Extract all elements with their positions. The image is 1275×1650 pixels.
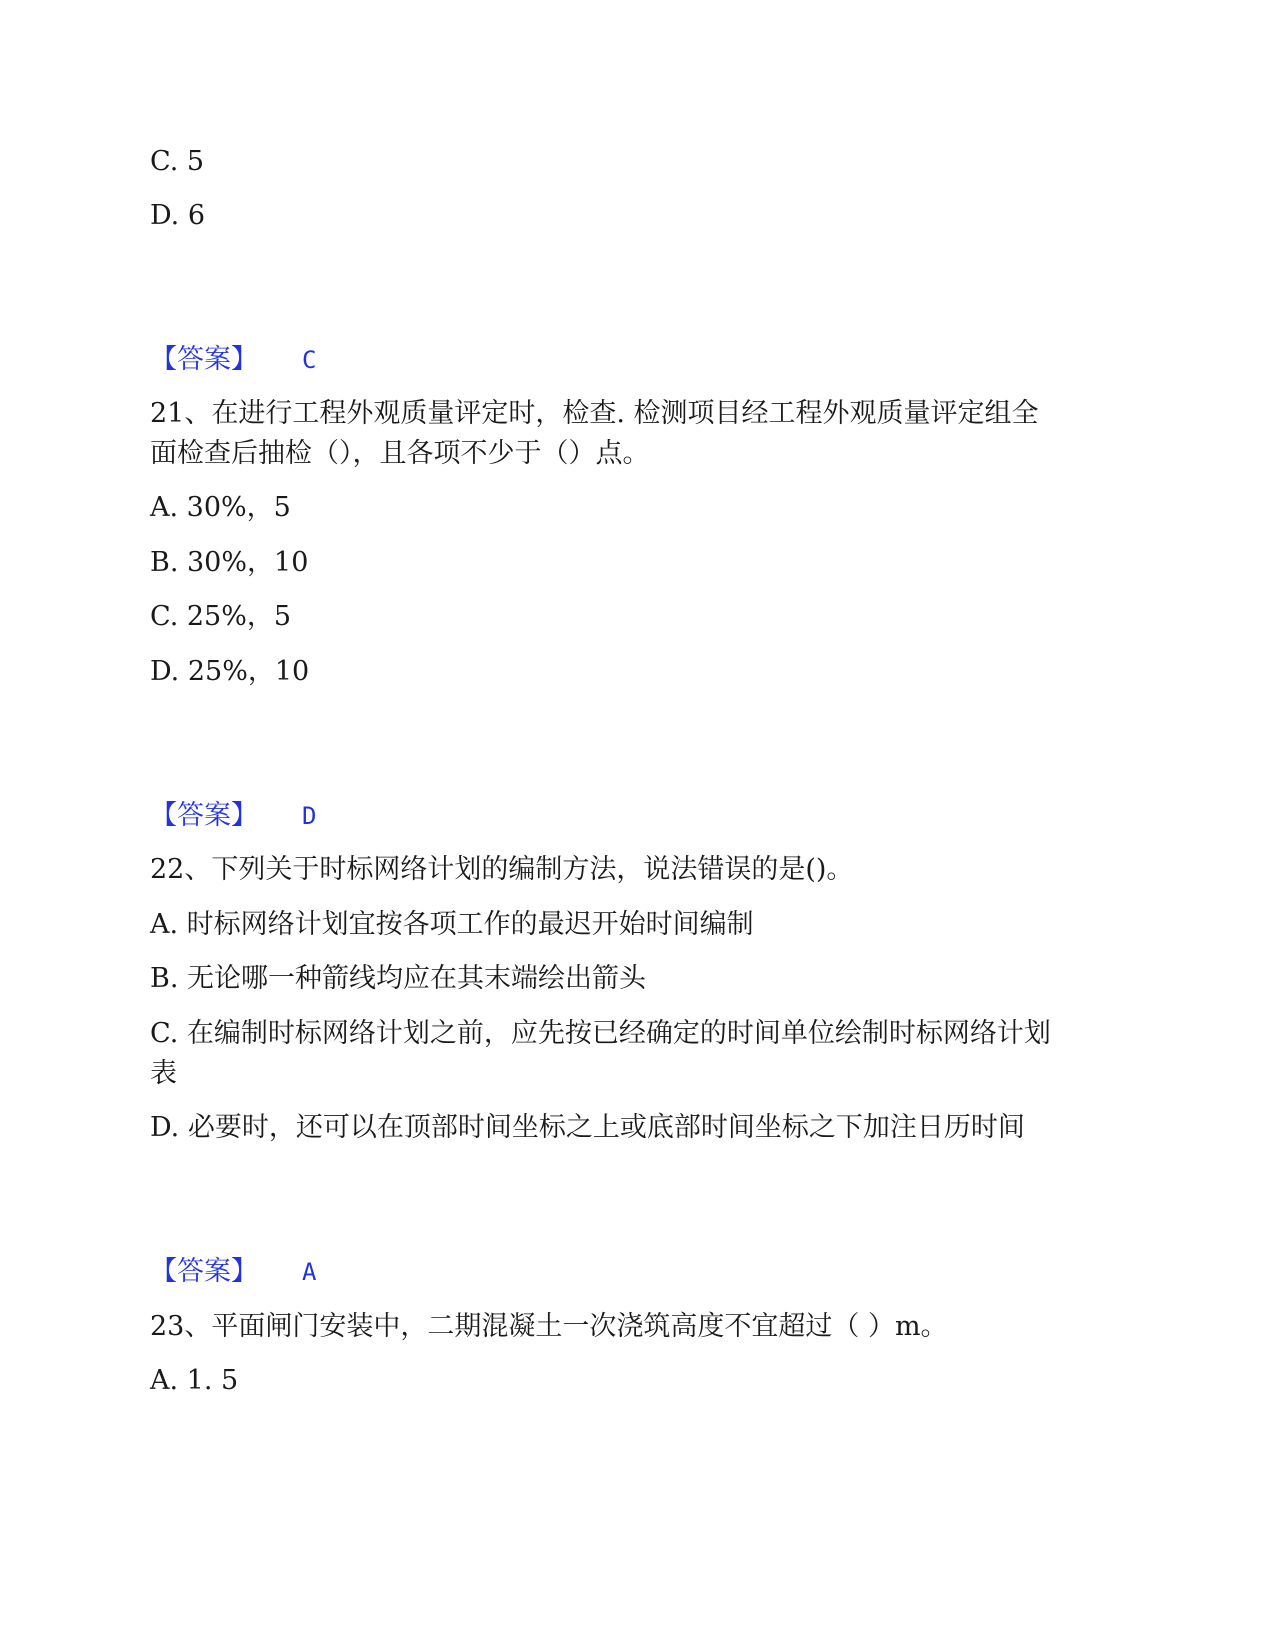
q21-stem-line2: 面检查后抽检（），且各项不少于（）点。 bbox=[150, 438, 650, 469]
q22-option-c-line2: 表 bbox=[150, 1058, 177, 1089]
q21-stem-line1: 21、在进行工程外观质量评定时，检查. 检测项目经工程外观质量评定组全 bbox=[150, 398, 1039, 429]
q21-answer bbox=[150, 799, 316, 833]
answer-label: 【答案】 bbox=[150, 344, 258, 375]
q21-option-a: A. 30%，5 bbox=[150, 492, 291, 523]
q20-answer bbox=[150, 343, 316, 377]
q21-option-b: B. 30%，10 bbox=[150, 547, 309, 578]
answer-label: 【答案】 bbox=[150, 800, 258, 831]
q22-stem: 22、下列关于时标网络计划的编制方法，说法错误的是()。 bbox=[150, 854, 854, 885]
q22-option-b: B. 无论哪一种箭线均应在其末端绘出箭头 bbox=[150, 963, 647, 994]
q21-option-c: C. 25%，5 bbox=[150, 601, 292, 632]
answer-label: 【答案】 bbox=[150, 1256, 258, 1287]
q23-stem: 23、平面闸门安装中，二期混凝土一次浇筑高度不宜超过（ ）m。 bbox=[150, 1311, 948, 1342]
q22-option-a: A. 时标网络计划宜按各项工作的最迟开始时间编制 bbox=[150, 909, 754, 940]
q22-option-d: D. 必要时，还可以在顶部时间坐标之上或底部时间坐标之下加注日历时间 bbox=[150, 1112, 1025, 1143]
q22-answer bbox=[150, 1255, 316, 1289]
q20-option-c: C. 5 bbox=[150, 146, 205, 177]
answer-value: D bbox=[302, 802, 317, 830]
q21-option-d: D. 25%，10 bbox=[150, 656, 310, 687]
answer-value: C bbox=[302, 346, 317, 374]
q20-option-d: D. 6 bbox=[150, 200, 206, 231]
answer-value: A bbox=[302, 1258, 317, 1286]
q23-option-a: A. 1. 5 bbox=[150, 1365, 239, 1396]
q22-option-c-line1: C. 在编制时标网络计划之前，应先按已经确定的时间单位绘制时标网络计划 bbox=[150, 1018, 1051, 1049]
